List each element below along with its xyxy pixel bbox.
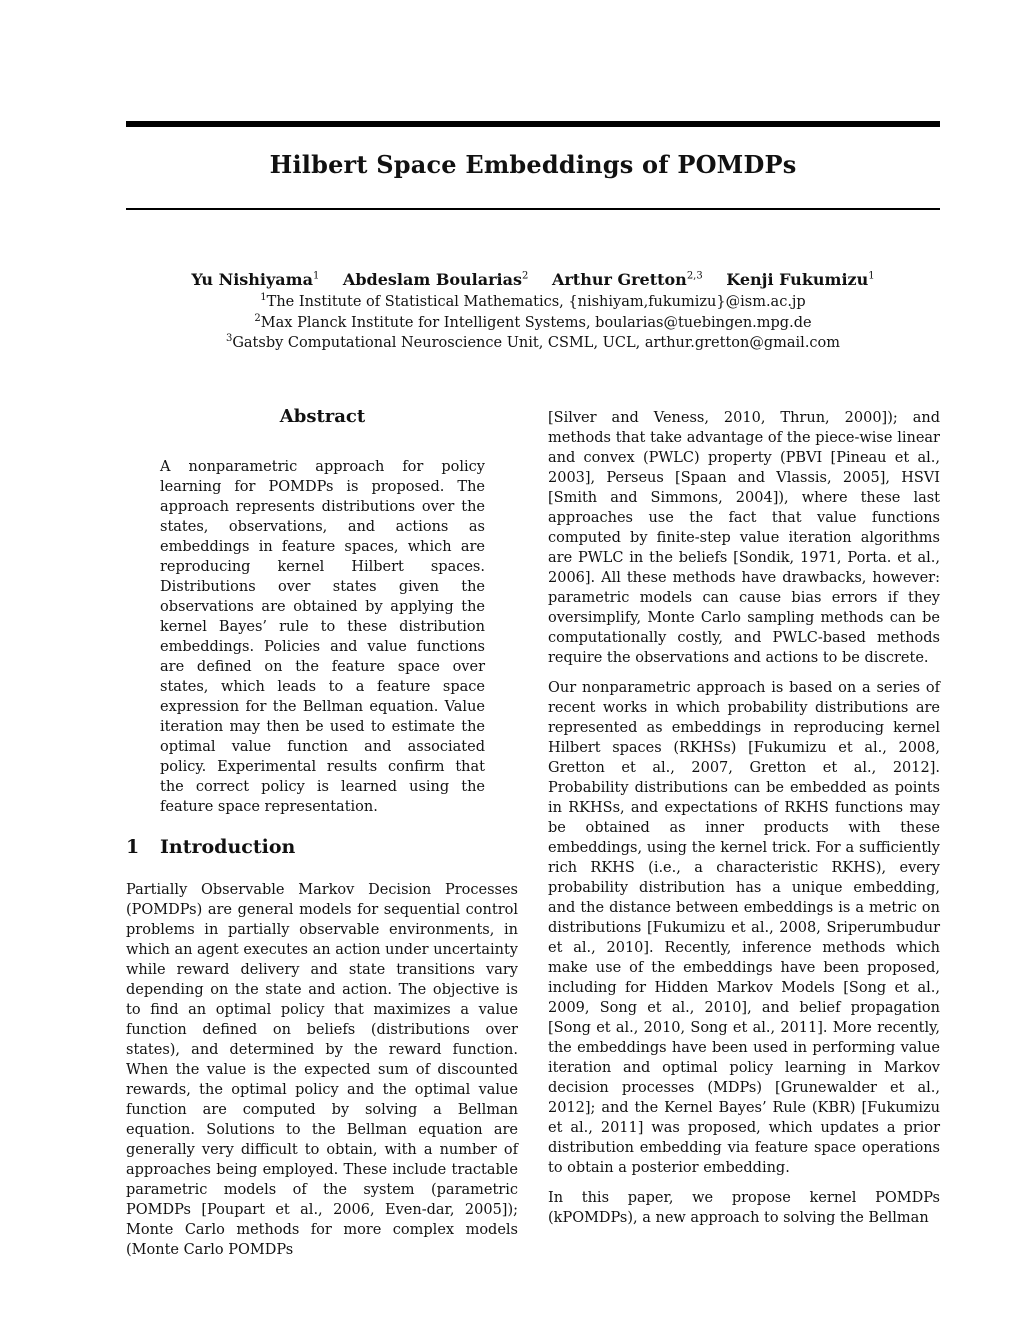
section-heading (126, 836, 518, 858)
right-paragraph-2: Our nonparametric approach is based on a series of recent works in which probability distributions are represented as embeddings in reproducing kernel Hilbert spaces (RKHSs) [Fukumizu et al., 2008, Gretton et al., 2007, Gretton et al., 2012]. Probability distributions can be embedded as points in RKHSs, and expectations of RKHS functions may be obtained as inner products with these embeddings, using the kernel trick. For a sufficiently rich RKHS (i.e., a characteristic RKHS), every probability distribution has a unique embedding, and the distance between embeddings is a metric on distributions [Fukumizu et al., 2008, Sriperumbudur et al., 2010]. Recently, inference methods which make use of the embeddings have been proposed, including for Hidden Markov Models [Song et al., 2009, Song et al., 2010], and belief propagation [Song et al., 2010, Song et al., 2011]. More recently, the embeddings have been used in performing value iteration and optimal policy learning in Markov decision processes (MDPs) [Grunewalder et al., 2012]; and the Kernel Bayes’ Rule (KBR) [Fukumizu et al., 2011] was proposed, which updates a prior distribution embedding via feature space operations to obtain a posterior embedding. (548, 680, 940, 1176)
author: Arthur Gretton$^{2,3}$ (551, 270, 703, 289)
intro-paragraph-1: Partially Observable Markov Decision Processes (POMDPs) are general models for sequential control problems in partially observable environments, in which an agent executes an action under uncertainty while reward delivery and state transitions vary depending on the state and action. The objective is to find an optimal policy that maximizes a value function defined on beliefs (distributions over states), and determined by the reward function. When the value is the expected sum of discounted rewards, the optimal policy and the optimal value function are computed by solving a Bellman equation. Solutions to the Bellman equation are generally very difficult to obtain, with a number of approaches being employed. These include tractable parametric models of the system (parametric POMDPs [Poupart et al., 2006, Even-dar, 2005]); Monte Carlo methods for more complex models (Monte Carlo POMDPs (126, 882, 518, 1258)
title-bottom-rule (126, 208, 940, 210)
author: Yu Nishiyama$^1$ (191, 270, 320, 289)
section-number: 1 (126, 836, 140, 858)
affiliation-1: $^1$The Institute of Statistical Mathematics, {nishiyam,fukumizu}@ism.ac.jp (260, 292, 806, 310)
author: Abdeslam Boularias$^2$ (342, 270, 529, 289)
affiliation-2: $^2$Max Planck Institute for Intelligent Systems, boularias@tuebingen.mpg.de (254, 313, 812, 331)
author-list (126, 270, 940, 289)
section-title: Introduction (160, 836, 296, 858)
author: Kenji Fukumizu$^1$ (726, 270, 875, 289)
right-paragraph-3: In this paper, we propose kernel POMDPs (kPOMDPs), a new approach to solving the Bellman (548, 1190, 940, 1226)
abstract-heading: Abstract (279, 406, 366, 427)
title-top-rule (126, 121, 940, 127)
abstract-text: A nonparametric approach for policy learning for POMDPs is proposed. The approach represents distributions over the states, observations, and actions as embeddings in feature spaces, which are reproducing kernel Hilbert spaces. Distributions over states given the observations are obtained by applying the kernel Bayes’ rule to these distribution embeddings. Policies and value functions are defined on the feature space over states, which leads to a feature space expression for the Bellman equation. Value iteration may then be used to estimate the optimal value function and associated policy. Experimental results confirm that the correct policy is learned using the feature space representation. (160, 459, 485, 815)
right-paragraph-1: [Silver and Veness, 2010, Thrun, 2000]); and methods that take advantage of the piece-wise linear and convex (PWLC) property (PBVI [Pineau et al., 2003], Perseus [Spaan and Vlassis, 2005], HSVI [Smith and Simmons, 2004]), where these last approaches use the fact that value functions computed by finite-step value iteration algorithms are PWLC in the beliefs [Sondik, 1971, Porta. et al., 2006]. All these methods have drawbacks, however: parametric models can cause bias errors if they oversimplify, Monte Carlo sampling methods can be computationally costly, and PWLC-based methods require the observations and actions to be discrete. (548, 410, 940, 666)
affiliation-3: $^3$Gatsby Computational Neuroscience Unit, CSML, UCL, arthur.gretton@gmail.com (225, 333, 841, 351)
paper-title: Hilbert Space Embeddings of POMDPs (269, 150, 797, 179)
